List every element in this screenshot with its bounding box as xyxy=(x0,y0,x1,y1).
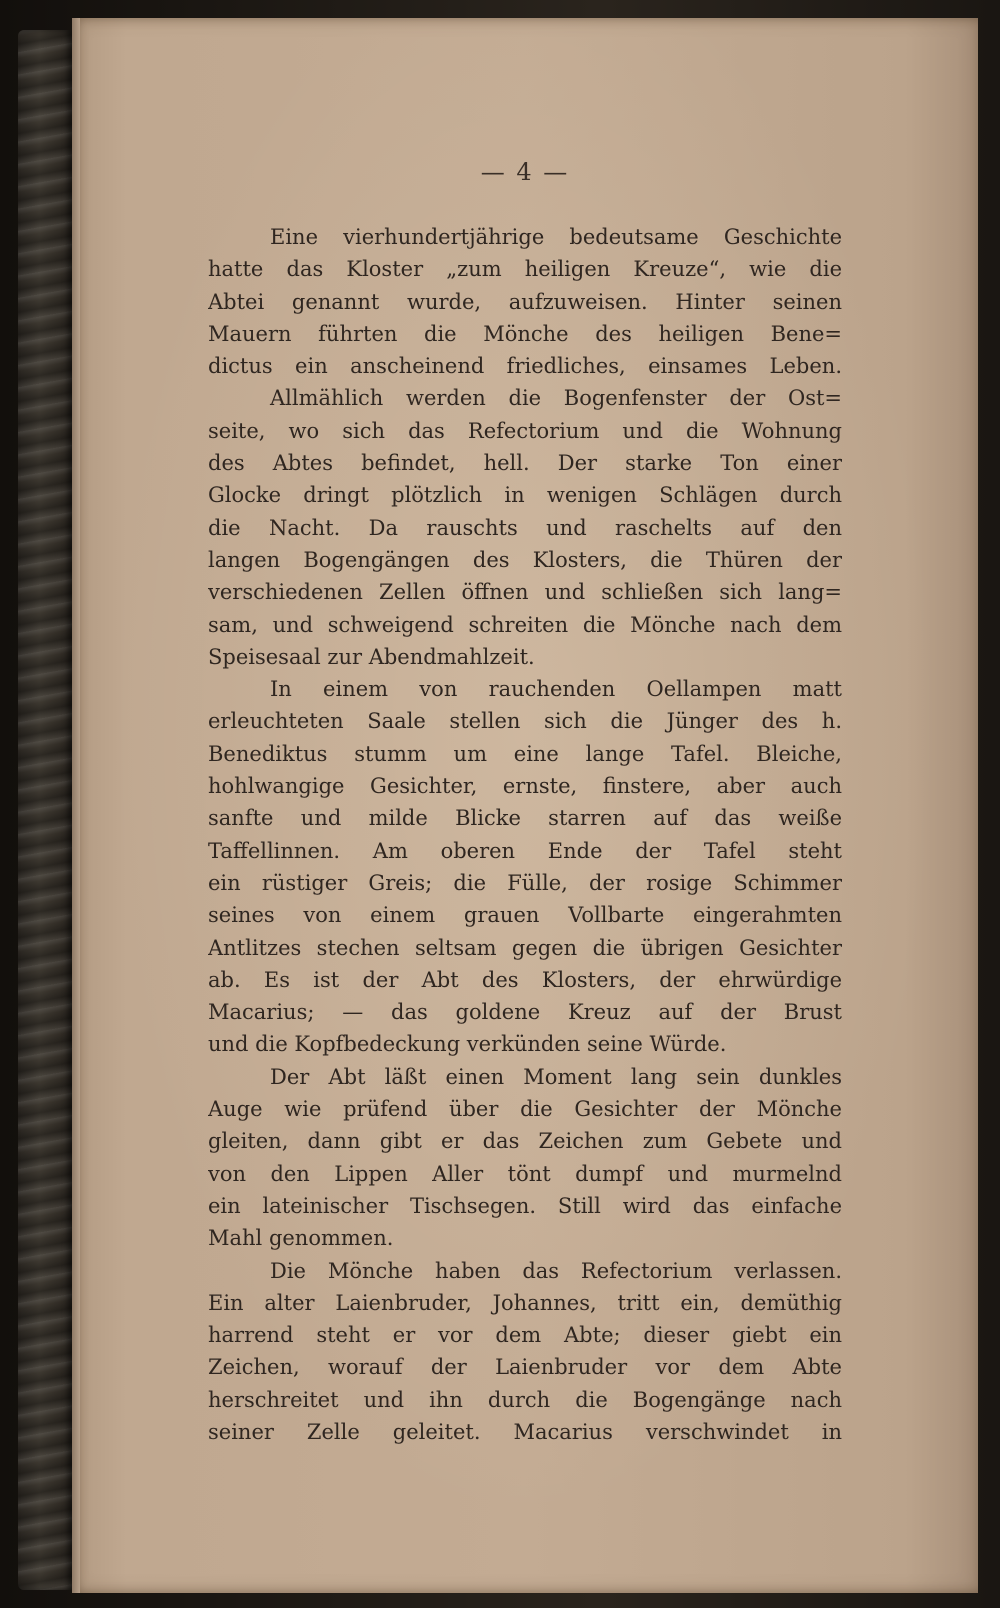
text-line: sam, und schweigend schreiten die Mönche nach dem xyxy=(208,612,842,637)
text-line: von den Lippen Aller tönt dumpf und murmelnd xyxy=(208,1161,842,1186)
text-line: Allmählich werden die Bogenfenster der Ost= xyxy=(270,386,842,411)
text-line: und die Kopfbedeckung verkünden seine Würde. xyxy=(208,1032,727,1057)
text-line: seite, wo sich das Refectorium und die Wohnung xyxy=(208,418,842,443)
text-line: herschreitet und ihn durch die Bogengänge nach xyxy=(208,1387,842,1412)
text-line: hohlwangige Gesichter, ernste, finstere, aber auch xyxy=(208,774,842,799)
text-line: Eine vierhundertjährige bedeutsame Geschichte xyxy=(270,225,842,249)
text-line: Ein alter Laienbruder, Johannes, tritt ein, demüthig xyxy=(208,1290,842,1315)
text-line: Mahl genommen. xyxy=(208,1226,394,1251)
book-page xyxy=(72,18,978,1593)
text-line: Abtei genannt wurde, aufzuweisen. Hinter seinen xyxy=(208,289,842,314)
text-line: Taffellinnen. Am oberen Ende der Tafel steht xyxy=(208,838,842,863)
text-line: sanfte und milde Blicke starren auf das weiße xyxy=(208,806,842,831)
body-text xyxy=(208,221,842,1448)
page-number: — 4 — xyxy=(480,158,570,186)
text-line: verschiedenen Zellen öffnen und schließen sich lang= xyxy=(208,580,842,605)
text-line: hatte das Kloster „zum heiligen Kreuze“, wie die xyxy=(208,257,842,282)
text-line: gleiten, dann gibt er das Zeichen zum Gebete und xyxy=(208,1129,842,1154)
text-line: harrend steht er vor dem Abte; dieser giebt ein xyxy=(208,1323,842,1348)
text-line: dictus ein anscheinend friedliches, einsames Leben. xyxy=(208,354,842,379)
text-line: seines von einem grauen Vollbarte eingerahmten xyxy=(208,903,842,928)
text-line: In einem von rauchenden Oellampen matt xyxy=(270,677,842,702)
text-line: ein lateinischer Tischsegen. Still wird das einfache xyxy=(208,1193,842,1218)
text-line: Zeichen, worauf der Laienbruder vor dem Abte xyxy=(208,1355,842,1380)
text-line: des Abtes befindet, hell. Der starke Ton einer xyxy=(208,451,842,476)
text-line: Antlitzes stechen seltsam gegen die übrigen Gesichter xyxy=(208,935,842,960)
book-spine xyxy=(18,30,72,1590)
text-line: Der Abt läßt einen Moment lang sein dunkles xyxy=(270,1064,842,1089)
text-line: seiner Zelle geleitet. Macarius verschwindet in xyxy=(208,1419,842,1444)
text-line: langen Bogengängen des Klosters, die Thüren der xyxy=(208,547,842,572)
text-line: Speisesaal zur Abendmahlzeit. xyxy=(208,644,535,669)
text-line: die Nacht. Da rauschts und raschelts auf den xyxy=(208,515,842,540)
text-line: erleuchteten Saale stellen sich die Jünger des h. xyxy=(208,709,842,734)
text-line: Mauern führten die Mönche des heiligen Bene= xyxy=(208,321,842,346)
text-line: Die Mönche haben das Refectorium verlassen. xyxy=(270,1258,842,1283)
text-line: ein rüstiger Greis; die Fülle, der rosige Schimmer xyxy=(208,870,842,895)
text-line: Benediktus stumm um eine lange Tafel. Bleiche, xyxy=(208,741,842,766)
text-line: Glocke dringt plötzlich in wenigen Schlägen durch xyxy=(208,483,842,508)
text-line: Auge wie prüfend über die Gesichter der Mönche xyxy=(208,1097,842,1122)
text-line: ab. Es ist der Abt des Klosters, der ehrwürdige xyxy=(208,967,842,992)
page-edge xyxy=(72,18,80,1593)
text-line: Macarius; — das goldene Kreuz auf der Brust xyxy=(208,1000,842,1025)
